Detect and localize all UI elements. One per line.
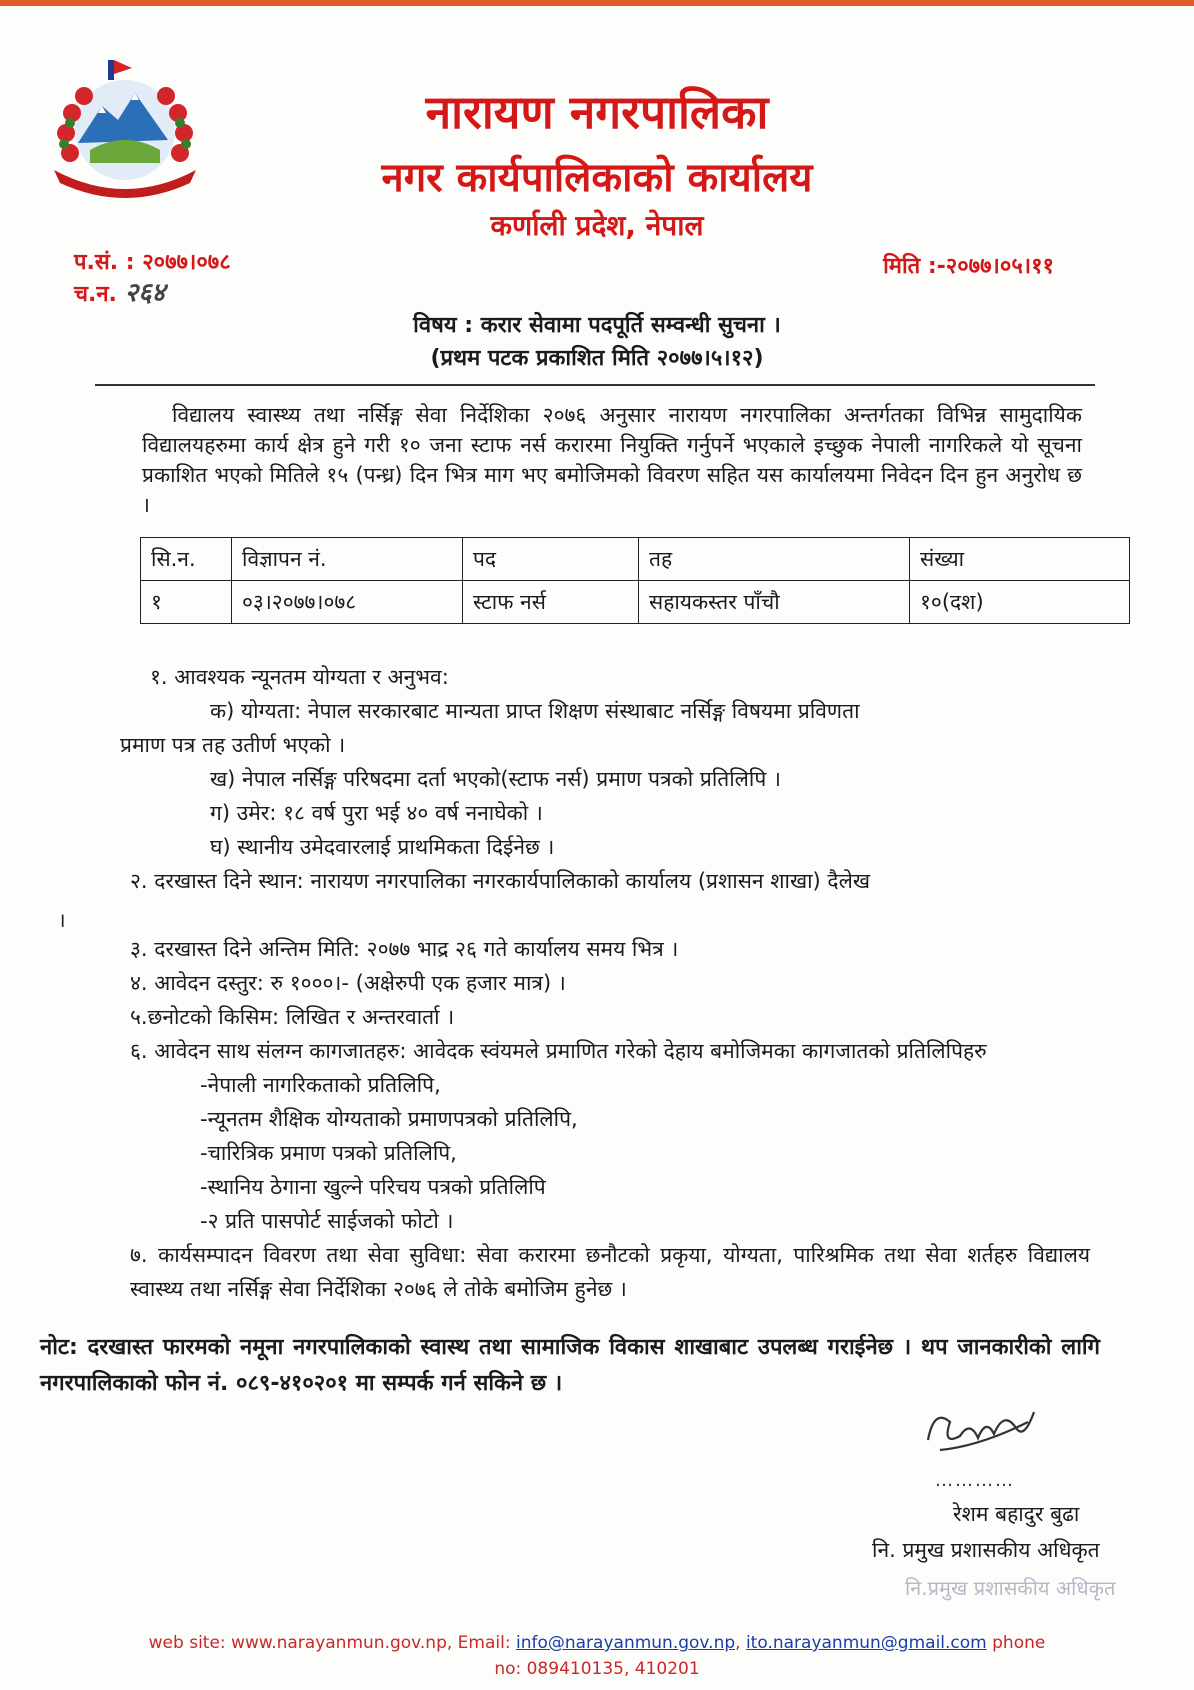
requirements-heading: १. आवश्यक न्यूनतम योग्यता र अनुभव: xyxy=(150,665,449,689)
subject-line: विषय : करार सेवामा पदपूर्ति सम्वन्धी सुचना । xyxy=(413,313,781,338)
requirement-item: ग) उमेर: १८ वर्ष पुरा भई ४० वर्ष ननाघेको । xyxy=(210,801,543,825)
table-cell: १ xyxy=(141,581,232,624)
requirement-item: घ) स्थानीय उमेदवारलाई प्राथमिकता दिईनेछ । xyxy=(210,835,555,859)
dispatch-value: २६४ xyxy=(124,278,166,308)
reference-block xyxy=(74,248,231,310)
reference-number xyxy=(74,248,231,278)
stray-danda: । xyxy=(58,908,66,932)
application-place: २. दरखास्त दिने स्थान: नारायण नगरपालिका नगरकार्यपालिकाको कार्यालय (प्रशासन शाखा) दैलेख xyxy=(130,869,870,893)
subject-block xyxy=(0,309,1194,375)
faded-stamp: नि.प्रमुख प्रशासकीय अधिकृत xyxy=(905,1576,1116,1600)
requirements-body xyxy=(120,660,1090,1306)
requirement-item: क) योग्यता: नेपाल सरकारबाट मान्यता प्राप्त शिक्षण संस्थाबाट नर्सिङ्ग विषयमा प्रविणता xyxy=(210,699,860,723)
footer-contact-line: web site: www.narayanmun.gov.np, Email: info@narayanmun.gov.np, ito.narayanmun@gmail.com phone xyxy=(148,1633,1046,1653)
document-item: -नेपाली नागरिकताको प्रतिलिपि, xyxy=(200,1073,441,1097)
dispatch-label: च.न. xyxy=(74,282,117,307)
document-item: -न्यूनतम शैक्षिक योग्यताको प्रमाणपत्रको प्रतिलिपि, xyxy=(200,1107,578,1131)
requirement-item: ख) नेपाल नर्सिङ्ग परिषदमा दर्ता भएको(स्टाफ नर्स) प्रमाण पत्रको प्रतिलिपि । xyxy=(210,767,781,791)
ref-value: २०७७।०७८ xyxy=(142,250,231,275)
office-title: नगर कार्यपालिकाको कार्यालय xyxy=(381,155,813,201)
first-published-line: (प्रथम पटक प्रकाशित मिति २०७७।५।१२) xyxy=(430,346,764,371)
vacancy-table xyxy=(140,537,1130,624)
footer-phone-line: no: 089410135, 410201 xyxy=(494,1659,700,1679)
top-border xyxy=(0,0,1194,6)
ref-label: प.सं. : xyxy=(74,250,135,275)
intro-paragraph: विद्यालय स्वास्थ्य तथा नर्सिङ्ग सेवा निर्देशिका २०७६ अनुसार नारायण नगरपालिका अन्तर्गतका विभिन्न सामुदायिक विद्यालयहरुमा कार्य क्षेत्र हुने गरी १० जना स्टाफ नर्स करारमा नियुक्ति गर्नुपर्ने भएकाले इच्छुक नेपाली नागरिकले यो सूचना प्रकाशित भएको मितिले १५ (पन्ध्र) दिन भित्र माग भए बमोजिमको विवरण सहित यस कार्यालयमा निवेदन दिन हुन अनुरोध छ । xyxy=(142,403,1082,517)
document-item: -२ प्रति पासपोर्ट साईजको फोटो । xyxy=(200,1209,454,1233)
document-item: -चारित्रिक प्रमाण पत्रको प्रतिलिपि, xyxy=(200,1141,457,1165)
footer-website: web site: www.narayanmun.gov.np, Email: xyxy=(148,1633,516,1653)
handwritten-signature xyxy=(920,1400,1040,1460)
table-header-cell: पद xyxy=(463,538,639,581)
province-location: कर्णाली प्रदेश, नेपाल xyxy=(490,209,704,242)
note-paragraph: नोट: दरखास्त फारमको नमूना नगरपालिकाको स्वास्थ तथा सामाजिक विकास शाखाबाट उपलब्ध गराईनेछ । थप जानकारीको लागि नगरपालिकाको फोन नं. ०८९-४१०२०१ मा सम्पर्क गर्न सकिने छ । xyxy=(40,1335,1100,1396)
table-cell: स्टाफ नर्स xyxy=(463,581,639,624)
table-cell: ०३।२०७७।०७८ xyxy=(232,581,463,624)
application-fee: ४. आवेदन दस्तुर: रु १०००।- (अक्षेरुपी एक हजार मात्र) । xyxy=(130,971,566,995)
signatory-name: रेशम बहादुर बुढा xyxy=(953,1502,1080,1526)
table-header-row xyxy=(141,538,1130,581)
table-row xyxy=(141,581,1130,624)
email-link-ito[interactable]: ito.narayanmun@gmail.com xyxy=(745,1633,987,1653)
signature-dots: ………… xyxy=(935,1470,1015,1491)
table-cell: १०(दश) xyxy=(910,581,1130,624)
table-header-cell: तह xyxy=(639,538,910,581)
notice-date: मिति :-२०७७।०५।११ xyxy=(883,254,1054,279)
table-header-cell: विज्ञापन नं. xyxy=(232,538,463,581)
document-item: -स्थानिय ठेगाना खुल्ने परिचय पत्रको प्रतिलिपि xyxy=(200,1175,546,1199)
documents-intro: ६. आवेदन साथ संलग्न कागजातहरु: आवेदक स्वंयमले प्रमाणित गरेको देहाय बमोजिमका कागजातको प्रतिलिपिहरु xyxy=(130,1039,987,1063)
table-header-cell: सि.न. xyxy=(141,538,232,581)
application-deadline: ३. दरखास्त दिने अन्तिम मिति: २०७७ भाद्र २६ गते कार्यालय समय भित्र । xyxy=(130,937,679,961)
divider xyxy=(95,384,1095,386)
table-cell: सहायकस्तर पाँचौ xyxy=(639,581,910,624)
selection-method: ५.छनोटको किसिम: लिखित र अन्तरवार्ता । xyxy=(130,1005,455,1029)
signatory-title: नि. प्रमुख प्रशासकीय अधिकृत xyxy=(872,1538,1100,1562)
municipality-title: नारायण नगरपालिका xyxy=(425,85,769,139)
dispatch-number xyxy=(74,278,231,310)
footer xyxy=(0,1630,1194,1682)
email-link-info[interactable]: info@narayanmun.gov.np xyxy=(515,1633,736,1653)
table-header-cell: संख्या xyxy=(910,538,1130,581)
requirement-item-continued: प्रमाण पत्र तह उतीर्ण भएको । xyxy=(120,733,346,757)
service-terms: ७. कार्यसम्पादन विवरण तथा सेवा सुविधा: सेवा करारमा छनौटको प्रकृया, योग्यता, पारिश्रमिक तथा सेवा शर्तहरु विद्यालय स्वास्थ्य तथा नर्सिङ्ग सेवा निर्देशिका २०७६ ले तोके बमोजिम हुनेछ । xyxy=(130,1243,1090,1301)
